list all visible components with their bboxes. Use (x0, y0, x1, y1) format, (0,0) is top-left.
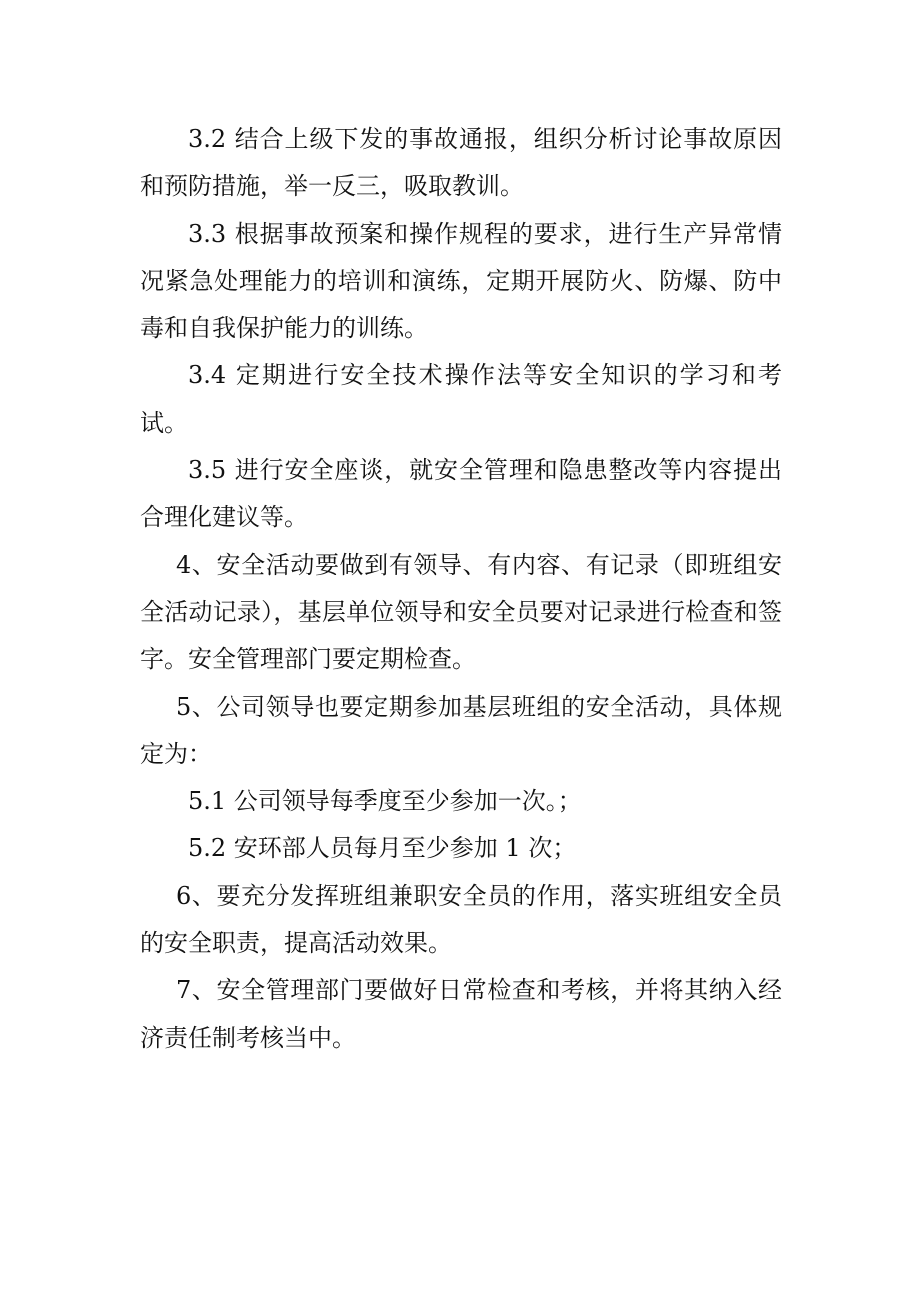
paragraph-6: 6、要充分发挥班组兼职安全员的作用，落实班组安全员的安全职责，提高活动效果。 (140, 881, 782, 958)
document-body (140, 116, 782, 1062)
paragraph-7: 7、安全管理部门要做好日常检查和考核，并将其纳入经济责任制考核当中。 (140, 976, 782, 1052)
paragraph-3-4: 3.4 定期进行安全技术操作法等安全知识的学习和考试。 (140, 361, 782, 437)
paragraph-3-3: 3.3 根据事故预案和操作规程的要求，进行生产异常情况紧急处理能力的培训和演练，定期开展防火、防爆、防中毒和自我保护能力的训练。 (140, 219, 782, 343)
paragraph-5: 5、公司领导也要定期参加基层班组的安全活动，具体规定为： (140, 692, 782, 768)
paragraph-4: 4、安全活动要做到有领导、有内容、有记录（即班组安全活动记录），基层单位领导和安全员要对记录进行检查和签字。安全管理部门要定期检查。 (140, 550, 782, 674)
paragraph-5-2: 5.2 安环部人员每月至少参加 1 次； (188, 834, 577, 863)
paragraph-3-2: 3.2 结合上级下发的事故通报，组织分析讨论事故原因和预防措施，举一反三，吸取教训。 (140, 125, 782, 201)
paragraph-5-1: 5.1 公司领导每季度至少参加一次。； (188, 787, 582, 816)
paragraph-3-5: 3.5 进行安全座谈，就安全管理和隐患整改等内容提出合理化建议等。 (140, 456, 782, 532)
